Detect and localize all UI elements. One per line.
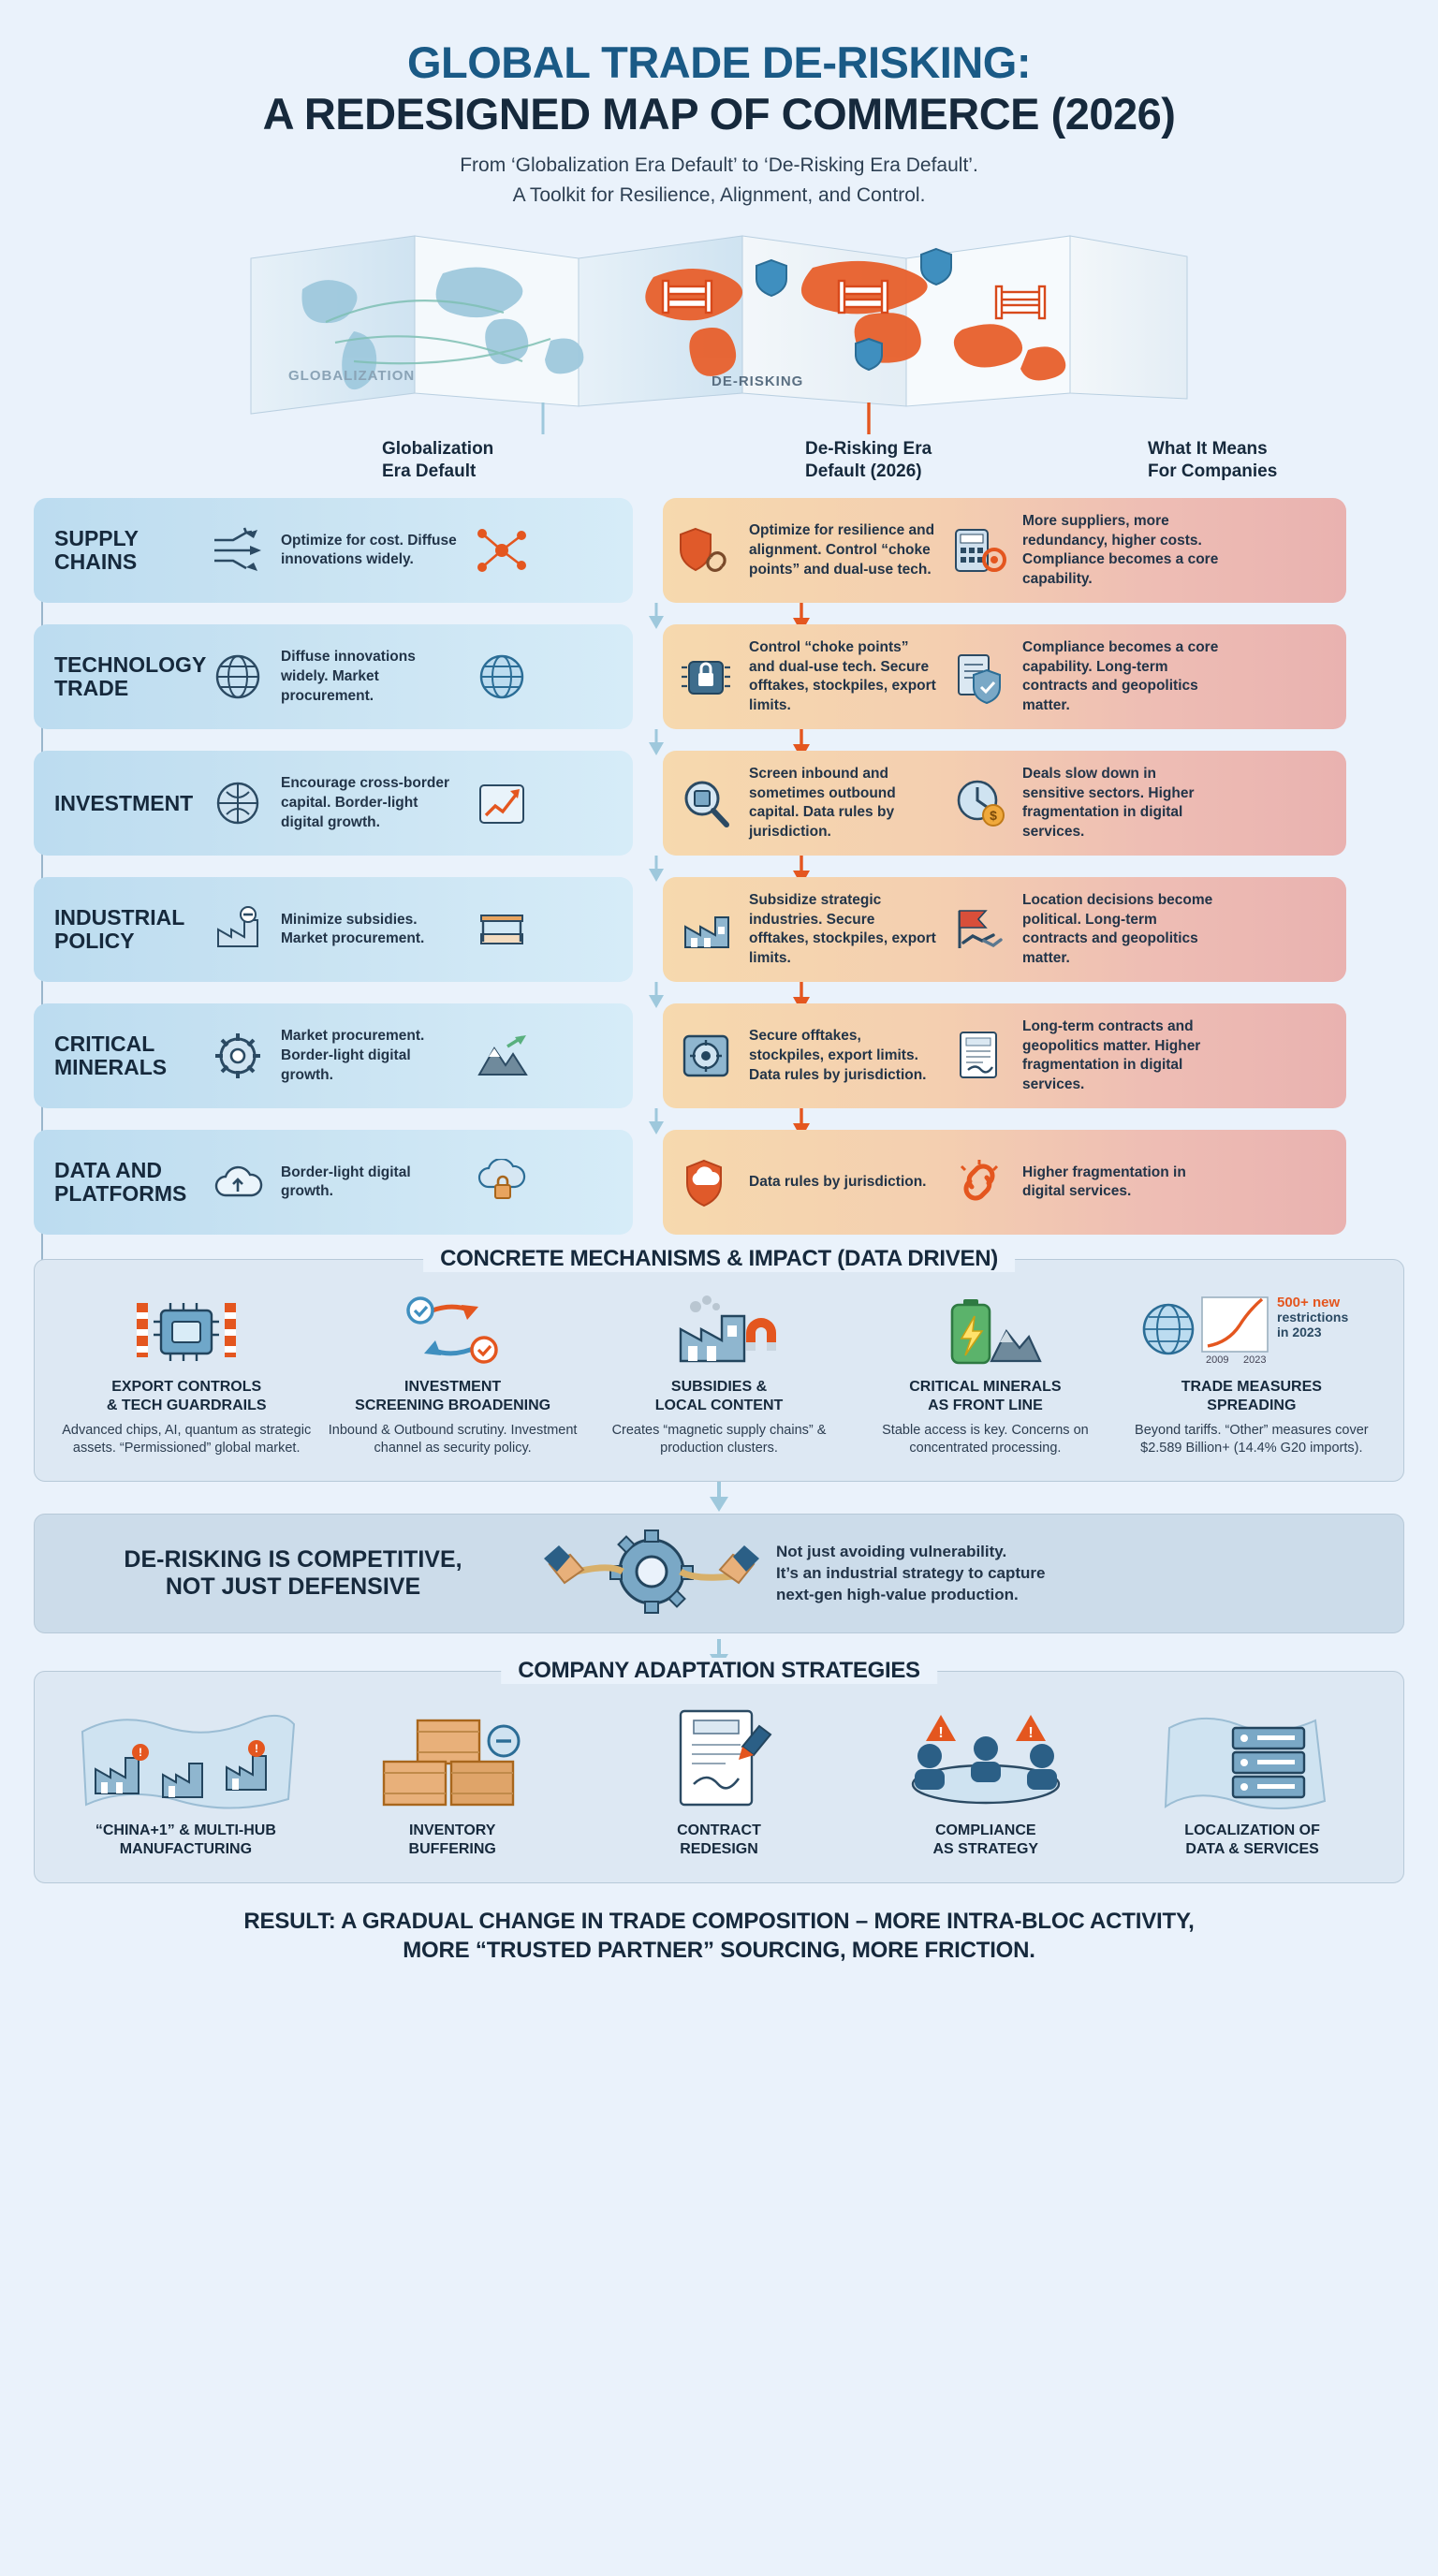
network-node-icon	[459, 526, 545, 575]
svg-text:!: !	[938, 1725, 944, 1742]
column-head-derisking: De-Risking Era Default (2026)	[805, 439, 932, 482]
mountain-arrow-icon	[459, 1032, 545, 1080]
comparison-matrix	[34, 498, 1404, 1235]
server-map-icon	[1123, 1700, 1381, 1812]
svg-text:!: !	[1028, 1725, 1034, 1742]
matrix-row	[34, 1003, 1404, 1108]
factory-subsidy-icon	[663, 904, 749, 955]
meeting-alert-icon	[857, 1700, 1114, 1812]
diverging-arrows-icon	[195, 527, 281, 574]
open-market-icon	[459, 906, 545, 953]
globalization-text: Encourage cross-border capital. Border-light digital growth.	[281, 775, 450, 830]
strategies-section	[34, 1658, 1404, 1883]
strategy-title: LOCALIZATION OF DATA & SERVICES	[1184, 1822, 1320, 1857]
map-label-globalization: GLOBALIZATION	[288, 368, 416, 385]
calculator-gear-icon	[936, 524, 1022, 577]
strategy-item	[57, 1700, 315, 1858]
derisking-text: Data rules by jurisdiction.	[749, 1174, 927, 1191]
strategies-title: COMPANY ADAPTATION STRATEGIES	[501, 1658, 937, 1684]
strategy-title: “CHINA+1” & MULTI-HUB MANUFACTURING	[95, 1822, 276, 1857]
shield-cloud-icon	[663, 1157, 749, 1208]
globalization-cell	[34, 498, 633, 603]
chip-lock-icon	[663, 651, 749, 703]
impact-text: Long-term contracts and geopolitics matter. Higher fragmentation in digital services.	[1022, 1018, 1201, 1092]
competitive-band	[34, 1514, 1404, 1633]
factory-minus-icon	[195, 905, 281, 954]
strategy-title: INVENTORY BUFFERING	[408, 1822, 496, 1857]
mechanism-body: Beyond tariffs. “Other” measures cover $2.589 Billion+ (14.4% G20 imports).	[1135, 1422, 1369, 1456]
mechanism-item	[590, 1288, 848, 1456]
row-label: SUPPLY CHAINS	[54, 525, 139, 575]
page-subtitle-line2: A Toolkit for Resilience, Alignment, and Control.	[512, 183, 926, 206]
vault-icon	[663, 1031, 749, 1081]
matrix-row	[34, 1130, 1404, 1235]
derisking-cell	[663, 498, 1346, 603]
mechanism-item	[57, 1288, 315, 1456]
competitive-headline: DE-RISKING IS COMPETITIVE, NOT JUST DEFENSIVE	[124, 1545, 462, 1601]
gear-mineral-icon	[195, 1030, 281, 1082]
mechanism-title: EXPORT CONTROLS & TECH GUARDRAILS	[106, 1379, 267, 1413]
page-title-line2: A REDESIGNED MAP OF COMMERCE (2026)	[262, 88, 1176, 139]
matrix-row	[34, 624, 1404, 729]
globalization-text: Diffuse innovations widely. Market procurement.	[281, 649, 416, 704]
page-header	[34, 0, 1404, 210]
impact-text: More suppliers, more redundancy, higher costs. Compliance becomes a core capability.	[1022, 513, 1219, 587]
impact-text: Compliance becomes a core capability. Long-term contracts and geopolitics matter.	[1022, 639, 1219, 713]
chart-callout-line2: restrictions	[1276, 1310, 1349, 1325]
derisking-cell	[663, 1130, 1346, 1235]
competitive-body: Not just avoiding vulnerability. It’s an industrial strategy to capture next-gen high-value production.	[776, 1543, 1046, 1603]
svg-text:$: $	[990, 808, 997, 824]
svg-text:!: !	[139, 1746, 143, 1760]
globe-currency-icon	[195, 777, 281, 829]
row-label: DATA AND PLATFORMS	[54, 1157, 187, 1207]
globe-outline-icon	[195, 651, 281, 703]
derisking-text: Subsidize strategic industries. Secure offtakes, stockpiles, export limits.	[749, 892, 936, 966]
tug-of-war-gear-icon	[544, 1525, 759, 1623]
mechanism-item	[1123, 1288, 1381, 1456]
derisking-text: Control “choke points” and dual-use tech. Secure offtakes, stockpiles, export limits.	[749, 639, 936, 713]
matrix-row	[34, 751, 1404, 856]
magnifier-screen-icon	[663, 776, 749, 830]
multi-factory-map-icon	[57, 1700, 315, 1812]
globe-trendline-icon	[1123, 1288, 1381, 1368]
column-head-impact: What It Means For Companies	[1148, 439, 1278, 482]
result-statement: RESULT: A GRADUAL CHANGE IN TRADE COMPOSITION – MORE INTRA-BLOC ACTIVITY, MORE “TRUSTED PARTNER” SOURCING, MORE FRICTION.	[243, 1909, 1195, 1964]
broken-link-icon	[936, 1159, 1022, 1206]
row-label: INVESTMENT	[54, 790, 194, 815]
derisking-cell	[663, 877, 1346, 982]
impact-text: Deals slow down in sensitive sectors. Higher fragmentation in digital services.	[1022, 766, 1195, 840]
growth-chart-icon	[459, 778, 545, 828]
mechanism-body: Creates “magnetic supply chains” & production clusters.	[611, 1422, 827, 1456]
strategy-item	[591, 1700, 848, 1858]
mechanism-body: Stable access is key. Concerns on concentrated processing.	[882, 1422, 1089, 1456]
strategy-item	[857, 1700, 1114, 1858]
matrix-row	[34, 498, 1404, 603]
chart-callout-line1: 500+ new	[1276, 1295, 1340, 1311]
battery-minerals-icon	[856, 1288, 1114, 1368]
mechanisms-title: CONCRETE MECHANISMS & IMPACT (DATA DRIVEN)	[423, 1246, 1015, 1272]
derisking-text: Secure offtakes, stockpiles, export limits. Data rules by jurisdiction.	[749, 1028, 927, 1083]
derisking-text: Screen inbound and sometimes outbound capital. Data rules by jurisdiction.	[749, 766, 896, 840]
derisking-text: Optimize for resilience and alignment. Control “choke points” and dual-use tech.	[749, 522, 935, 578]
mechanism-title: TRADE MEASURES SPREADING	[1181, 1379, 1322, 1413]
mechanism-title: INVESTMENT SCREENING BROADENING	[355, 1379, 551, 1413]
column-head-globalization: Globalization Era Default	[382, 439, 494, 482]
strategies-grid	[57, 1700, 1381, 1858]
globalization-text: Minimize subsidies. Market procurement.	[281, 911, 425, 947]
cloud-upload-icon	[195, 1160, 281, 1205]
globalization-text: Border-light digital growth.	[281, 1164, 411, 1200]
mechanisms-grid	[57, 1288, 1381, 1456]
contract-pen-icon	[936, 1029, 1022, 1083]
row-label: CRITICAL MINERALS	[54, 1031, 168, 1080]
section-connector-arrow	[700, 1482, 738, 1514]
globalization-cell	[34, 751, 633, 856]
strategy-title: COMPLIANCE AS STRATEGY	[932, 1822, 1039, 1857]
page-subtitle-line1: From ‘Globalization Era Default’ to ‘De-Risking Era Default’.	[460, 154, 978, 176]
impact-text: Higher fragmentation in digital services.	[1022, 1164, 1186, 1200]
row-label: INDUSTRIAL POLICY	[54, 904, 185, 954]
svg-text:!: !	[255, 1742, 259, 1756]
chart-callout-line3: in 2023	[1276, 1325, 1322, 1340]
globalization-text: Market procurement. Border-light digital growth.	[281, 1028, 425, 1083]
row-label: TECHNOLOGY TRADE	[54, 651, 207, 701]
strategy-item	[324, 1700, 581, 1858]
matrix-row	[34, 877, 1404, 982]
derisking-cell	[663, 1003, 1346, 1108]
impact-text: Location decisions become political. Long-term contracts and geopolitics matter.	[1022, 892, 1213, 966]
globalization-text: Optimize for cost. Diffuse innovations widely.	[281, 532, 457, 568]
stacked-crates-icon	[324, 1700, 581, 1812]
globalization-cell	[34, 624, 633, 729]
screening-arrows-icon	[323, 1288, 581, 1368]
mechanisms-section	[34, 1246, 1404, 1482]
document-shield-icon	[936, 650, 1022, 704]
globalization-cell	[34, 1003, 633, 1108]
chart-axis-start: 2009	[1205, 1354, 1229, 1367]
mechanism-item	[323, 1288, 581, 1456]
strategy-title: CONTRACT REDESIGN	[677, 1822, 761, 1857]
derisking-cell	[663, 751, 1346, 856]
globalization-cell	[34, 877, 633, 982]
map-svg	[213, 219, 1225, 434]
world-map-illustration	[34, 219, 1404, 434]
cloud-lock-icon	[459, 1159, 545, 1206]
shield-chain-icon	[663, 523, 749, 578]
mechanism-title: SUBSIDIES & LOCAL CONTENT	[654, 1379, 784, 1413]
factory-magnet-icon	[590, 1288, 848, 1368]
column-headings	[34, 438, 1404, 496]
map-label-derisking: DE-RISKING	[712, 373, 804, 390]
mechanism-item	[856, 1288, 1114, 1456]
page-title-line1: GLOBAL TRADE DE-RISKING:	[406, 37, 1031, 87]
handshake-flag-icon	[936, 903, 1022, 956]
mechanism-body: Inbound & Outbound scrutiny. Investment channel as security policy.	[328, 1422, 578, 1456]
contract-pen-icon	[591, 1700, 848, 1812]
mechanism-body: Advanced chips, AI, quantum as strategic assets. “Permissioned” global market.	[62, 1422, 312, 1456]
derisking-cell	[663, 624, 1346, 729]
strategy-item	[1123, 1700, 1381, 1858]
chart-axis-end: 2023	[1242, 1354, 1267, 1367]
mechanism-title: CRITICAL MINERALS AS FRONT LINE	[909, 1379, 1062, 1413]
globe-grid-icon	[459, 651, 545, 703]
globalization-cell	[34, 1130, 633, 1235]
clock-coin-icon	[936, 776, 1022, 830]
chip-guardrail-icon	[57, 1288, 315, 1368]
